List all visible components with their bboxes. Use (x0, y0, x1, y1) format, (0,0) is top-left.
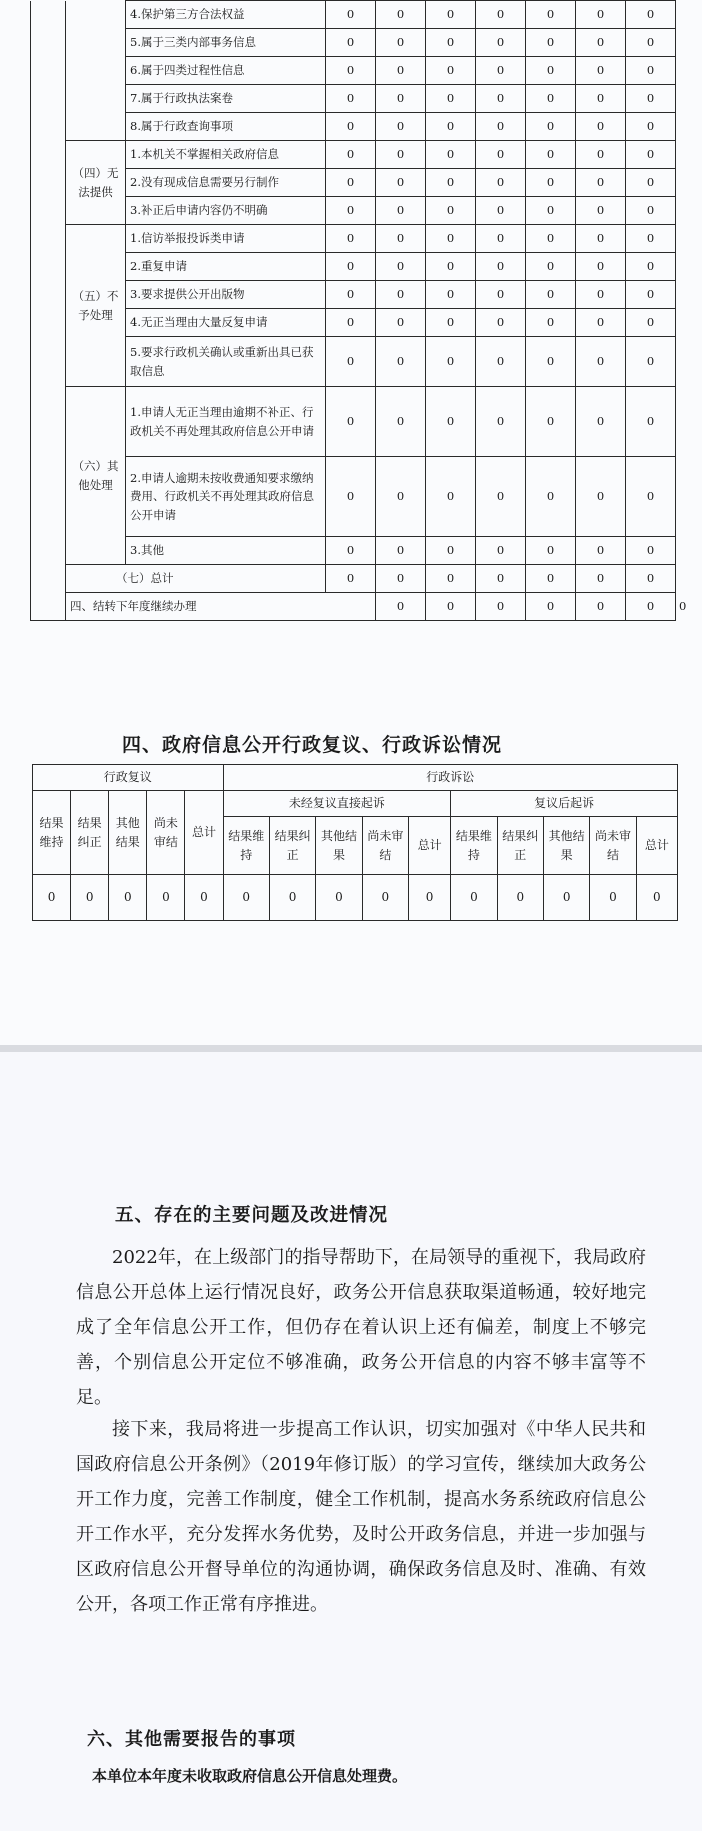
litigation-col-header: 尚未审结 (362, 817, 408, 875)
row-value-cell: 0 (576, 1, 626, 29)
total-value-cell: 0 (526, 565, 576, 593)
review-litigation-value: 0 (543, 875, 589, 921)
row-value-cell: 0 (526, 85, 576, 113)
col-review-2: 其他结果 (109, 791, 147, 875)
row-value-cell: 0 (376, 1, 426, 29)
total-value-cell: 0 (326, 565, 376, 593)
row-value-cell: 0 (326, 281, 376, 309)
row-value-cell: 0 (326, 387, 376, 457)
col-review-1: 结果纠正 (71, 791, 109, 875)
litigation-col-header: 其他结果 (316, 817, 362, 875)
row-value-cell: 0 (476, 113, 526, 141)
row-value-cell: 0 (576, 141, 626, 169)
litigation-col-header: 总计 (636, 817, 677, 875)
group-cell: （六）其他处理 (66, 387, 126, 565)
application-handling-table: 4.保护第三方合法权益 0 0 0 0 0 0 0 5.属于三类内部事务信息 0 0 0 0 0 0 0 6.属于四类过程性信息 0 0 0 0 0 0 0 7.属于行政执法案卷 0 0 0 0 0 0 0 8.属于行政查询事项 0 0 0 0 0 0 0 （四）无法提供 1.本机关不掌握相关政府信息 0 0 0 0 0 0 0 2.没有现成信息需要另行制作 0 0 0 0 0 0 0 3.补正后申请内容仍不明确 0 0 0 0 0 0 0 （五）不予处理 1.信访举报投诉类申请 0 0 0 0 0 0 0 2.重复申请 0 0 0 0 0 0 0 3.要求提供公开出版物 0 0 0 0 0 0 0 4.无正当理由大量反复申请 0 0 0 0 0 0 0 5.要求行政机关确认或重新出具已获取信息 0 0 0 0 0 0 0 （六）其他处理 1.申请人无正当理由逾期不补正、行政机关不再处理其政府信息公开申请 0 0 0 0 0 0 0 2.申请人逾期未按收费通知要求缴纳费用、行政机关不再处理其政府信息公开申请 0 0 0 0 0 0 0 3.其他 0 0 0 0 0 0 0 （七）总计 0 0 0 0 0 0 0 四、结转下年度继续办理 0 0 0 0 0 0 0 (30, 0, 676, 621)
section-6-heading: 六、其他需要报告的事项 (87, 1729, 296, 1750)
row-value-cell: 0 (476, 309, 526, 337)
row-item-label: 4.保护第三方合法权益 (126, 1, 326, 29)
header-direct-suit: 未经复议直接起诉 (223, 791, 451, 817)
row-value-cell: 0 (476, 197, 526, 225)
total-value-cell: 0 (376, 565, 426, 593)
review-litigation-value: 0 (316, 875, 362, 921)
row-value-cell: 0 (576, 113, 626, 141)
row-value-cell: 0 (626, 29, 676, 57)
row-item-label: 3.要求提供公开出版物 (126, 281, 326, 309)
row-value-cell: 0 (376, 169, 426, 197)
group-cell: （四）无法提供 (66, 141, 126, 225)
row-value-cell: 0 (526, 29, 576, 57)
row-value-cell: 0 (426, 85, 476, 113)
row-value-cell: 0 (376, 113, 426, 141)
total-value-cell: 0 (426, 565, 476, 593)
row-value-cell: 0 (426, 197, 476, 225)
row-item-label: 2.重复申请 (126, 253, 326, 281)
row-value-cell: 0 (626, 387, 676, 457)
group-cell (66, 1, 126, 141)
row-value-cell: 0 (576, 253, 626, 281)
row-value-cell: 0 (476, 57, 526, 85)
row-item-label: 4.无正当理由大量反复申请 (126, 309, 326, 337)
row-value-cell: 0 (376, 253, 426, 281)
row-item-label: 2.没有现成信息需要另行制作 (126, 169, 326, 197)
carry-over-value-cell: 0 (626, 593, 676, 621)
row-item-label: 7.属于行政执法案卷 (126, 85, 326, 113)
row-value-cell: 0 (376, 29, 426, 57)
row-value-cell: 0 (326, 169, 376, 197)
row-value-cell: 0 (476, 387, 526, 457)
row-value-cell: 0 (626, 457, 676, 537)
review-litigation-value: 0 (71, 875, 109, 921)
row-value-cell: 0 (526, 113, 576, 141)
row-value-cell: 0 (426, 537, 476, 565)
review-litigation-value: 0 (33, 875, 71, 921)
row-value-cell: 0 (576, 387, 626, 457)
litigation-col-header: 结果维持 (451, 817, 497, 875)
review-litigation-value: 0 (185, 875, 223, 921)
litigation-col-header: 尚未审结 (590, 817, 636, 875)
row-value-cell: 0 (426, 281, 476, 309)
row-value-cell: 0 (526, 337, 576, 387)
row-value-cell: 0 (476, 253, 526, 281)
row-value-cell: 0 (526, 537, 576, 565)
review-litigation-value: 0 (109, 875, 147, 921)
total-label: （七）总计 (66, 565, 326, 593)
row-value-cell: 0 (326, 113, 376, 141)
row-value-cell: 0 (426, 113, 476, 141)
row-value-cell: 0 (526, 169, 576, 197)
row-value-cell: 0 (576, 281, 626, 309)
carry-over-label: 四、结转下年度继续办理 (66, 593, 376, 621)
row-value-cell: 0 (326, 1, 376, 29)
row-value-cell: 0 (526, 281, 576, 309)
section-5-heading: 五、存在的主要问题及改进情况 (115, 1205, 389, 1226)
row-value-cell: 0 (526, 197, 576, 225)
section-5-paragraph-2: 接下来，我局将进一步提高工作认识，切实加强对《中华人民共和国政府信息公开条例》（2019年修订版）的学习宣传，继续加大政务公开工作力度，完善工作制度，健全工作机制，提高水务系统政府信息公开工作水平，充分发挥水务优势，及时公开政务信息，并进一步加强与区政府信息公开督导单位的沟通协调，确保政务信息及时、准确、有效公开，各项工作正常有序推进。 (76, 1419, 646, 1615)
review-litigation-value: 0 (497, 875, 543, 921)
row-value-cell: 0 (426, 457, 476, 537)
header-admin-review: 行政复议 (33, 765, 224, 791)
row-value-cell: 0 (576, 169, 626, 197)
row-value-cell: 0 (626, 113, 676, 141)
row-item-label: 5.要求行政机关确认或重新出具已获取信息 (126, 337, 326, 387)
row-value-cell: 0 (576, 29, 626, 57)
row-value-cell: 0 (476, 29, 526, 57)
group-cell: （五）不予处理 (66, 225, 126, 387)
litigation-col-header: 结果纠正 (497, 817, 543, 875)
row-value-cell: 0 (576, 57, 626, 85)
row-value-cell: 0 (326, 57, 376, 85)
row-value-cell: 0 (476, 225, 526, 253)
row-value-cell: 0 (526, 225, 576, 253)
row-value-cell: 0 (426, 29, 476, 57)
row-value-cell: 0 (326, 29, 376, 57)
row-value-cell: 0 (526, 57, 576, 85)
review-litigation-value: 0 (147, 875, 185, 921)
row-value-cell: 0 (326, 457, 376, 537)
row-value-cell: 0 (626, 337, 676, 387)
review-litigation-value: 0 (409, 875, 451, 921)
row-value-cell: 0 (626, 1, 676, 29)
row-value-cell: 0 (326, 197, 376, 225)
review-litigation-value: 0 (590, 875, 636, 921)
row-value-cell: 0 (576, 85, 626, 113)
row-value-cell: 0 (626, 225, 676, 253)
row-value-cell: 0 (426, 141, 476, 169)
row-item-label: 1.信访举报投诉类申请 (126, 225, 326, 253)
row-value-cell: 0 (426, 337, 476, 387)
row-item-label: 8.属于行政查询事项 (126, 113, 326, 141)
review-litigation-value: 0 (636, 875, 677, 921)
row-value-cell: 0 (376, 457, 426, 537)
row-value-cell: 0 (626, 197, 676, 225)
row-value-cell: 0 (576, 225, 626, 253)
header-admin-litigation: 行政诉讼 (223, 765, 677, 791)
row-value-cell: 0 (376, 537, 426, 565)
row-value-cell: 0 (526, 1, 576, 29)
row-value-cell: 0 (376, 57, 426, 85)
row-value-cell: 0 (526, 141, 576, 169)
carry-over-value-cell: 0 (576, 593, 626, 621)
row-value-cell: 0 (326, 141, 376, 169)
col-review-4: 总计 (185, 791, 223, 875)
row-value-cell: 0 (576, 309, 626, 337)
row-value-cell: 0 (426, 225, 476, 253)
row-value-cell: 0 (476, 537, 526, 565)
row-value-cell: 0 (426, 57, 476, 85)
row-value-cell: 0 (326, 337, 376, 387)
row-value-cell: 0 (526, 309, 576, 337)
row-value-cell: 0 (326, 537, 376, 565)
row-value-cell: 0 (626, 85, 676, 113)
row-value-cell: 0 (576, 197, 626, 225)
row-value-cell: 0 (376, 337, 426, 387)
row-value-cell: 0 (426, 169, 476, 197)
row-value-cell: 0 (326, 85, 376, 113)
row-value-cell: 0 (576, 337, 626, 387)
row-item-label: 5.属于三类内部事务信息 (126, 29, 326, 57)
total-value-cell: 0 (576, 565, 626, 593)
row-value-cell: 0 (426, 253, 476, 281)
row-value-cell: 0 (376, 387, 426, 457)
row-value-cell: 0 (376, 281, 426, 309)
row-value-cell: 0 (426, 309, 476, 337)
row-value-cell: 0 (376, 197, 426, 225)
row-value-cell: 0 (476, 337, 526, 387)
row-value-cell: 0 (326, 225, 376, 253)
row-value-cell: 0 (376, 225, 426, 253)
header-after-review-suit: 复议后起诉 (451, 791, 678, 817)
row-value-cell: 0 (626, 281, 676, 309)
row-value-cell: 0 (476, 281, 526, 309)
row-value-cell: 0 (576, 537, 626, 565)
row-value-cell: 0 (626, 253, 676, 281)
review-litigation-value: 0 (451, 875, 497, 921)
row-item-label: 1.申请人无正当理由逾期不补正、行政机关不再处理其政府信息公开申请 (126, 387, 326, 457)
row-value-cell: 0 (426, 1, 476, 29)
review-litigation-value: 0 (223, 875, 269, 921)
litigation-col-header: 结果维持 (223, 817, 269, 875)
row-value-cell: 0 (326, 309, 376, 337)
total-value-cell: 0 (626, 565, 676, 593)
row-value-cell: 0 (626, 309, 676, 337)
carry-over-value-cell: 0 (376, 593, 426, 621)
row-item-label: 1.本机关不掌握相关政府信息 (126, 141, 326, 169)
litigation-col-header: 结果纠正 (269, 817, 315, 875)
row-value-cell: 0 (626, 141, 676, 169)
row-item-label: 2.申请人逾期未按收费通知要求缴纳费用、行政机关不再处理其政府信息公开申请 (126, 457, 326, 537)
row-value-cell: 0 (476, 141, 526, 169)
review-litigation-value: 0 (362, 875, 408, 921)
row-value-cell: 0 (626, 537, 676, 565)
section-5-paragraph-1: 2022年，在上级部门的指导帮助下，在局领导的重视下，我局政府信息公开总体上运行情况良好，政务公开信息获取渠道畅通，较好地完成了全年信息公开工作，但仍存在着认识上还有偏差，制度上不够完善，个别信息公开定位不够准确，政务公开信息的内容不够丰富等不足。 (76, 1247, 646, 1408)
row-value-cell: 0 (476, 1, 526, 29)
litigation-col-header: 总计 (409, 817, 451, 875)
row-value-cell: 0 (476, 457, 526, 537)
row-value-cell: 0 (526, 253, 576, 281)
litigation-col-header: 其他结果 (543, 817, 589, 875)
row-value-cell: 0 (376, 141, 426, 169)
row-value-cell: 0 (476, 169, 526, 197)
review-litigation-value: 0 (269, 875, 315, 921)
col-review-3: 尚未审结 (147, 791, 185, 875)
row-value-cell: 0 (426, 387, 476, 457)
row-value-cell: 0 (476, 85, 526, 113)
row-value-cell: 0 (376, 309, 426, 337)
total-value-cell: 0 (476, 565, 526, 593)
row-item-label: 6.属于四类过程性信息 (126, 57, 326, 85)
row-value-cell: 0 (526, 387, 576, 457)
col-review-0: 结果维持 (33, 791, 71, 875)
row-value-cell: 0 (326, 253, 376, 281)
carry-over-value-cell: 0 (426, 593, 476, 621)
row-value-cell: 0 (626, 57, 676, 85)
page-separator (0, 1045, 702, 1052)
section-6-note: 本单位本年度未收取政府信息公开信息处理费。 (92, 1767, 408, 1785)
section-4-heading: 四、政府信息公开行政复议、行政诉讼情况 (122, 734, 503, 756)
row-value-cell: 0 (626, 169, 676, 197)
carry-over-value-cell: 0 (476, 593, 526, 621)
outer-category-cell (31, 1, 66, 621)
row-value-cell: 0 (526, 457, 576, 537)
row-value-cell: 0 (376, 85, 426, 113)
carry-over-value-cell: 0 (526, 593, 576, 621)
row-item-label: 3.补正后申请内容仍不明确 (126, 197, 326, 225)
row-value-cell: 0 (576, 457, 626, 537)
row-item-label: 3.其他 (126, 537, 326, 565)
review-litigation-table (32, 764, 678, 921)
